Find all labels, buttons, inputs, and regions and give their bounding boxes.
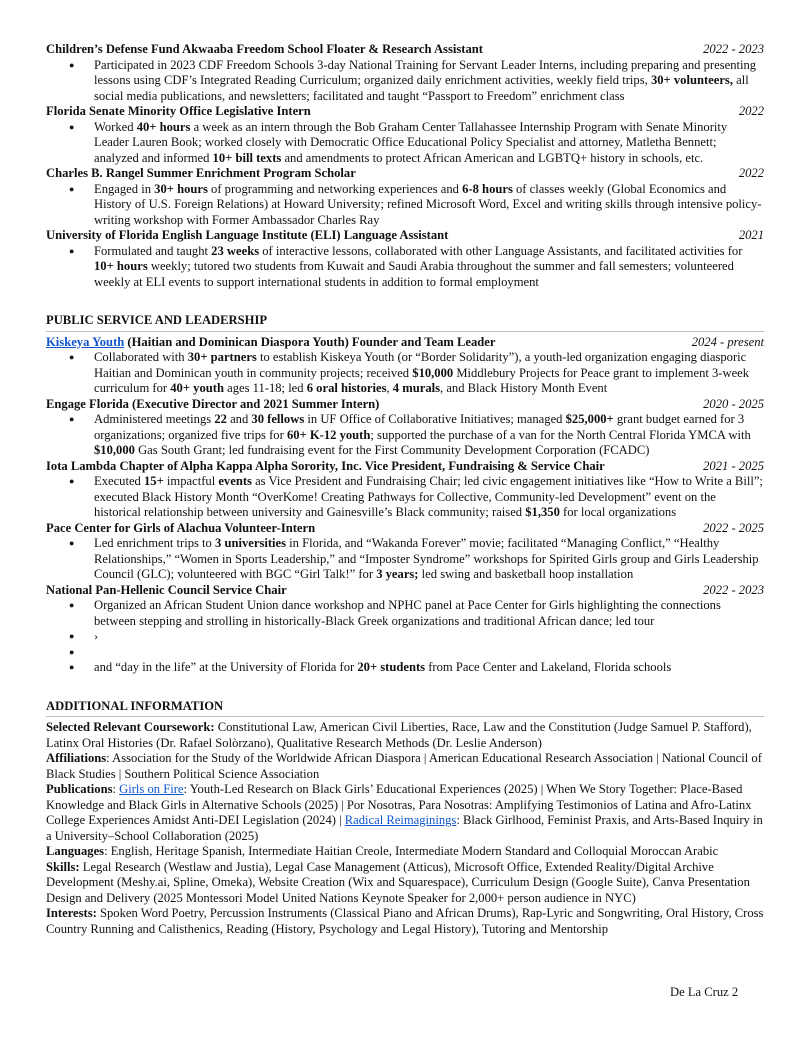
section-heading-additional: ADDITIONAL INFORMATION — [46, 699, 764, 718]
experience-entry — [46, 42, 764, 104]
entry-title: Charles B. Rangel Summer Enrichment Program Scholar — [46, 166, 356, 180]
radical-reimaginings-link[interactable]: Radical Reimaginings — [344, 813, 457, 827]
bullet-item: ● Executed 15+ impactful events as Vice President and Fundraising Chair; led civic engagement initiatives like “How to Write a Bill”; executed Black History Month “OverKome! Creating Pathways for Collective, Community-led Development” event on the historical relationship between university and Gainesville’s Black community; raised $1,350 for local organizations — [94, 474, 764, 521]
entry-date: 2020 - 2025 — [703, 396, 764, 411]
girls-on-fire-link[interactable]: Girls on Fire — [119, 782, 184, 796]
entry-date: 2024 - present — [691, 334, 764, 349]
entry-header — [46, 104, 764, 120]
entry-header — [46, 166, 764, 182]
bullet-item: ● Participated in 2023 CDF Freedom Schools 3-day National Training for Servant Leader Interns, including preparing and presenting lessons using CDF’s Integrated Reading Curriculum; organized daily enrichment activities, weekly field trips, 30+ volunteers, all social media publications, and newsletters; facilitated and taught “Passport to Freedom” enrichment class — [94, 58, 764, 105]
entry-title: National Pan-Hellenic Council Service Chair — [46, 582, 287, 597]
bullet-item-empty — [94, 645, 764, 661]
service-entry — [46, 583, 764, 676]
service-entry — [46, 459, 764, 521]
bullet-item: ● Organized an African Student Union dance workshop and NPHC panel at Pace Center for Girls highlighting the connections between stepping and strolling in historically-Black Greek organizations and traditional African dance; led tour — [94, 598, 764, 629]
page-footer: De La Cruz 2 — [670, 985, 739, 999]
entry-date: 2021 — [738, 228, 764, 242]
bullet-list — [46, 350, 764, 397]
bullet-item: ● Collaborated with 30+ partners to establish Kiskeya Youth (or “Border Solidarity”), a youth-led organization engaging diasporic Haitian and Dominican youth in community projects; received $10,000 Middlebury Projects for Peace grant to implement 3-week curriculum for 40+ youth ages 11-18; led 6 oral histories, 4 murals, and Black History Month Event — [94, 350, 764, 397]
entry-title: Children’s Defense Fund Akwaaba Freedom School Floater & Research Assistant — [46, 42, 483, 56]
entry-title: University of Florida English Language Institute (ELI) Language Assistant — [46, 228, 449, 242]
entry-header — [46, 228, 764, 244]
entry-header — [46, 42, 764, 58]
entry-header — [46, 521, 764, 537]
section-heading-public-service: PUBLIC SERVICE AND LEADERSHIP — [46, 313, 764, 332]
entry-date: 2022 - 2023 — [703, 42, 764, 56]
bullet-item: ● Formulated and taught 23 weeks of interactive lessons, collaborated with other Language Assistants, and facilitated activities for 10+ hours weekly; tutored two students from Kuwait and Saudi Arabia throughout the summer and fall semesters; volunteered weekly at ELI events to support international students in addition to formal employment — [94, 244, 764, 291]
experience-entry — [46, 228, 764, 290]
skills-line: Skills: Legal Research (Westlaw and Justia), Legal Case Management (Atticus), Microsoft Office, Extended Reality/Digital Archive Development (Meshy.ai, Spline, Omeka), Website Creation (Wix and Squarespace), Curriculum Design (Google Suite), Canva Presentation Design and Delivery (2025 Montessori Model United Nations Keynote Speaker for 2,000+ person audience in NYC) — [46, 859, 750, 905]
entry-date: 2021 - 2025 — [703, 458, 764, 473]
entry-date: 2022 — [738, 104, 764, 118]
bullet-list — [46, 120, 764, 167]
bullet-item: ● and “day in the life” at the University of Florida for 20+ students from Pace Center and Lakeland, Florida schools — [94, 660, 764, 676]
entry-date: 2022 - 2023 — [703, 582, 764, 597]
bullet-list — [46, 244, 764, 291]
bullet-item: ● Worked 40+ hours a week as an intern through the Bob Graham Center Tallahassee Internship Program with Senate Minority Leader Lauren Book; worked closely with Democratic Office Educational Policy Specialist and attorney, Matletha Bennett; analyzed and informed 10+ bill texts and amendments to protect African American and LGBTQ+ history in schools, etc. — [94, 120, 764, 167]
entry-header — [46, 583, 764, 599]
entry-title: Pace Center for Girls of Alachua Volunteer-Intern — [46, 520, 316, 535]
service-entry — [46, 397, 764, 459]
bullet-list — [46, 412, 764, 459]
entry-header — [46, 335, 764, 351]
entry-title: Kiskeya Youth (Haitian and Dominican Diaspora Youth) Founder and Team Leader — [46, 334, 496, 349]
interests-line: Interests: Spoken Word Poetry, Percussion Instruments (Classical Piano and African Drums), Rap-Lyric and Songwriting, Oral History, Cross Country Running and Calisthenics, Reading (History, Psychology and Legal History), Tutoring and Mentorship — [46, 906, 764, 936]
bullet-item: ● Led enrichment trips to 3 universities in Florida, and “Wakanda Forever” movie; facilitated “Managing Conflict,” “Healthy Relationships,” “Women in Sports Leadership,” and “Imposter Syndrome” workshops for Spirited Girls group and Girls Leadership Council (GLC); volunteered with BGC “Girl Talk!” for 3 years; led swing and basketball hoop installation — [94, 536, 764, 583]
bullet-list — [46, 182, 764, 229]
entry-title: Florida Senate Minority Office Legislative Intern — [46, 104, 311, 118]
bullet-item: ● Engaged in 30+ hours of programming and networking experiences and 6-8 hours of classes weekly (Global Economics and History of U.S. Foreign Relations) at Howard University; refined Microsoft Word, Excel and writing skills through intensive policy-writing workshop with Former Ambassador Charles Ray — [94, 182, 764, 229]
experience-entry — [46, 166, 764, 228]
service-entry — [46, 521, 764, 583]
languages-line: Languages: English, Heritage Spanish, Intermediate Haitian Creole, Intermediate Modern Standard and Colloquial Moroccan Arabic — [46, 844, 719, 858]
entry-date: 2022 — [738, 166, 764, 180]
entry-header — [46, 459, 764, 475]
entry-header — [46, 397, 764, 413]
entry-title: Engage Florida (Executive Director and 2021 Summer Intern) — [46, 396, 380, 411]
bullet-list — [46, 598, 764, 676]
entry-date: 2022 - 2025 — [703, 520, 764, 535]
service-entry — [46, 335, 764, 397]
experience-entry — [46, 104, 764, 166]
bullet-item: ● Administered meetings 22 and 30 fellows in UF Office of Collaborative Initiatives; managed $25,000+ grant budget earned for 3 organizations; organized five trips for 60+ K-12 youth; supported the purchase of a van for the North Central Florida YMCA with $10,000 Gas South Grant; led fundraising event for the First Community Development Corporation (FCADC) — [94, 412, 764, 459]
affiliations-line: Affiliations: Association for the Study of the Worldwide African Diaspora | American Educational Research Association | National Council of Black Studies | Southern Political Science Association — [46, 751, 762, 781]
bullet-list — [46, 536, 764, 583]
coursework-line: Selected Relevant Coursework: Constitutional Law, American Civil Liberties, Race, Law and the Constitution (Judge Samuel P. Stafford), Latinx Oral Histories (Dr. Rafael Solòrzano), Qualitative Research Methods (Dr. Leslie Anderson) — [46, 720, 752, 750]
bullet-list — [46, 474, 764, 521]
publications-line: Publications: Girls on Fire: Youth-Led Research on Black Girls’ Educational Experiences (2025) | When We Story Together: Place-Based Knowledge and Black Girls in Alternative Schools (2025) | Por Nosotras, Para Nosotras: Amplifying Testimonios of Latina and Afro-Latinx College Experiences Amidst Anti-DEI Legislation (2024) | Radical Reimaginings: Black Girlhood, Feminist Praxis, and Arts-Based Inquiry in a University–School Collaboration (2025) — [46, 782, 763, 843]
entry-title: Iota Lambda Chapter of Alpha Kappa Alpha Sorority, Inc. Vice President, Fundraising & Service Chair — [46, 458, 605, 473]
bullet-item: ● › — [94, 629, 764, 645]
bullet-list — [46, 58, 764, 105]
resume-content — [46, 42, 764, 937]
kiskeya-youth-link[interactable]: Kiskeya Youth — [46, 334, 125, 349]
